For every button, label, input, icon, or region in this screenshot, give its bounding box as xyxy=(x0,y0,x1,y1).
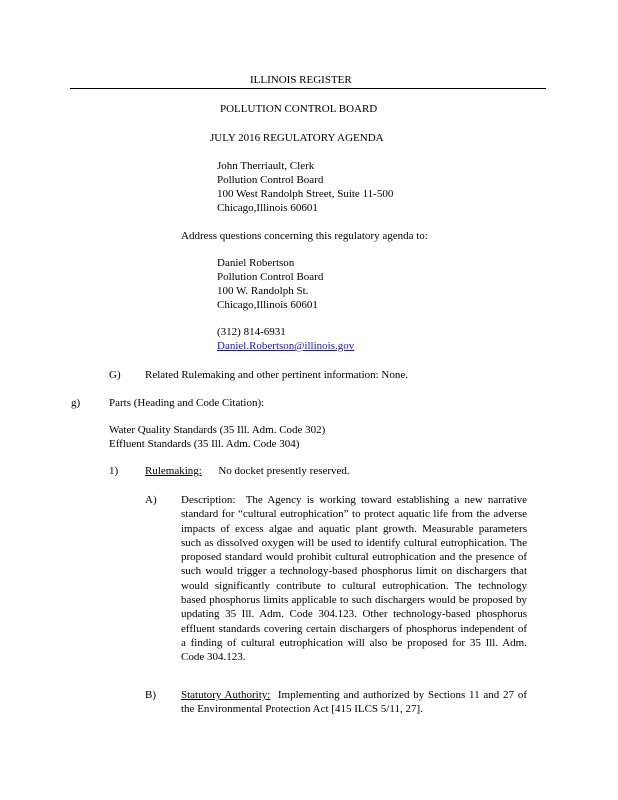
contact-street: 100 W. Randolph St. xyxy=(217,285,309,297)
clerk-city: Chicago,Illinois 60601 xyxy=(217,202,318,214)
contact-phone: (312) 814-6931 xyxy=(217,326,286,338)
item-1-label: 1) xyxy=(109,465,119,477)
section-g-upper-label: G) xyxy=(109,369,121,381)
header-rule xyxy=(70,88,546,89)
section-g-lower-text: Parts (Heading and Code Citation): xyxy=(109,397,265,409)
item-b-label: B) xyxy=(145,689,156,701)
contact-name: Daniel Robertson xyxy=(217,257,295,269)
contact-email-link[interactable]: Daniel.Robertson@illinois.gov xyxy=(217,340,355,352)
clerk-name: John Therriault, Clerk xyxy=(217,160,315,172)
board-title: POLLUTION CONTROL BOARD xyxy=(220,103,378,115)
item-b-paragraph xyxy=(181,688,527,717)
clerk-org: Pollution Control Board xyxy=(217,174,324,186)
contact-city: Chicago,Illinois 60601 xyxy=(217,299,318,311)
contact-org: Pollution Control Board xyxy=(217,271,324,283)
part-302: Water Quality Standards (35 Ill. Adm. Code 302) xyxy=(109,424,326,436)
item-1-text: No docket presently reserved. xyxy=(218,465,350,477)
section-g-upper-text: Related Rulemaking and other pertinent information: None. xyxy=(145,369,409,381)
clerk-street: 100 West Randolph Street, Suite 11-500 xyxy=(217,188,394,200)
part-304: Effluent Standards (35 Ill. Adm. Code 304) xyxy=(109,438,300,450)
item-b-text: Implementing and authorized by Sections 11 and 27 of the Environmental Protection Act [415 ILCS 5/11, 27]. xyxy=(181,689,527,716)
item-1-heading: Rulemaking: xyxy=(145,465,202,477)
section-g-lower-label: g) xyxy=(71,397,81,409)
item-a-text: The Agency is working toward establishing a new narrative standard for “cultural eutrophication” to protect aquatic life from the adverse impacts of excess algae and aquatic plant growth. Measurable parameters such as dissolved oxygen will be used to identify cultural eutrophication. The proposed standard would prohibit cultural eutrophication and the presence of such would trigger a technology-based phosphorus limit on dischargers that would significantly contribute to cultural eutrophication. The technology based phosphorus limits applicable to such dischargers would be proposed by updating 35 Ill. Adm. Code 304.123. Other technology-based phosphorus effluent standards covering certain dischargers of phosphorus independent of a finding of cultural eutrophication will also be proposed for 35 Ill. Adm. Code 304.123. xyxy=(181,494,528,664)
register-title: ILLINOIS REGISTER xyxy=(250,74,352,86)
item-a-heading: Description: xyxy=(181,494,236,506)
item-a-paragraph xyxy=(181,493,527,665)
item-b-heading: Statutory Authority: xyxy=(181,689,271,701)
address-intro: Address questions concerning this regulatory agenda to: xyxy=(181,230,428,242)
item-1-line xyxy=(145,464,350,478)
item-a-label: A) xyxy=(145,494,157,506)
agenda-title: JULY 2016 REGULATORY AGENDA xyxy=(210,132,384,144)
